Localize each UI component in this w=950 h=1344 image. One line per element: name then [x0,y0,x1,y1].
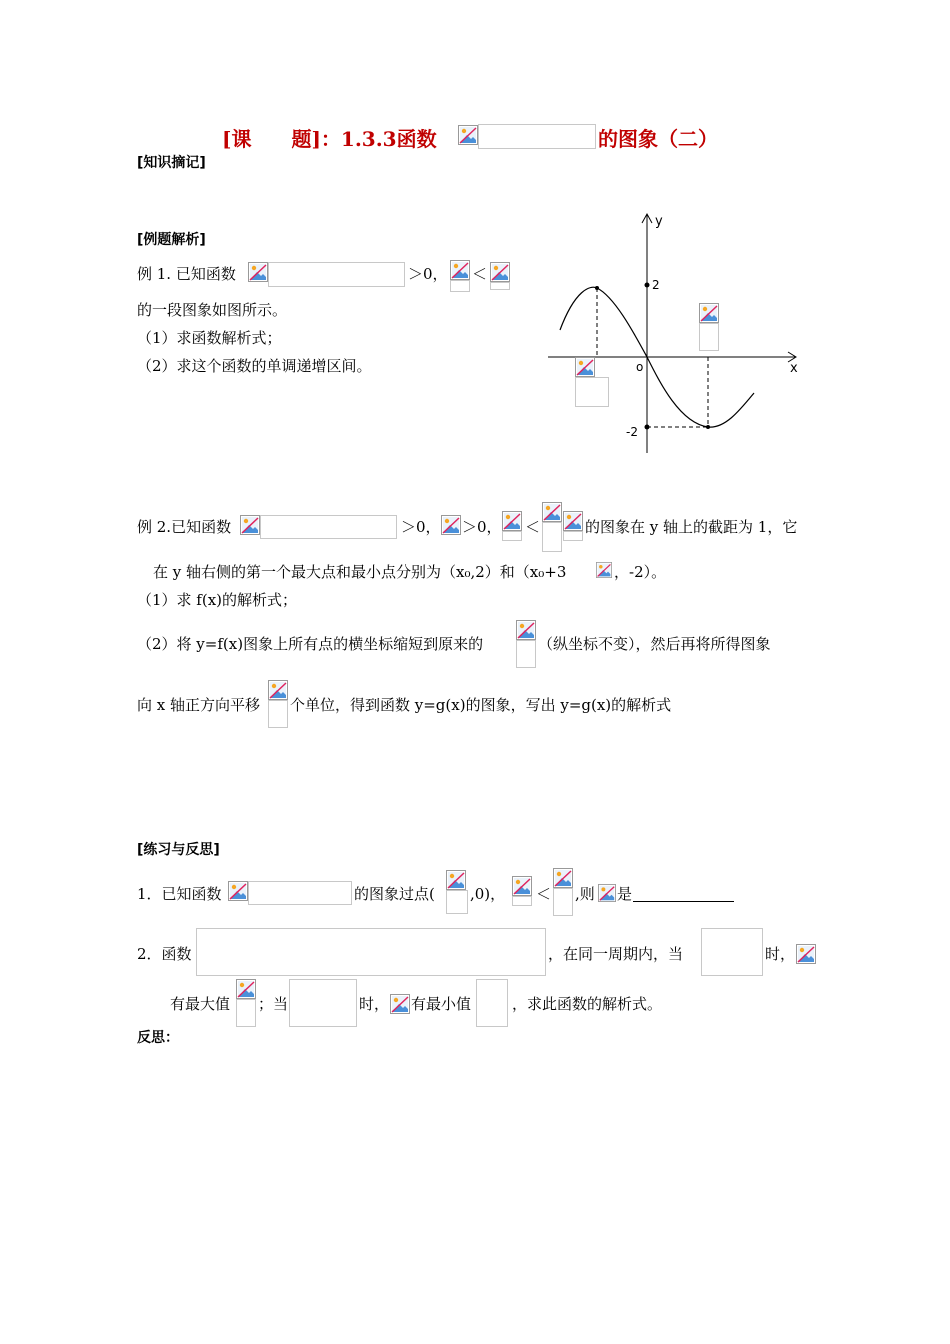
formula-placeholder [268,262,405,287]
origin-label: o [636,360,644,374]
y-axis [642,214,652,453]
formula-placeholder [268,700,288,728]
formula-image-icon [236,979,256,999]
practice2-b: ，在同一周期内，当 [548,945,684,963]
formula-image-icon [563,511,583,531]
formula-placeholder [260,515,397,539]
formula-image-icon [516,620,536,640]
formula-image-icon [240,515,260,535]
title-prefix: [课 题]：1.3.3函数 [222,127,437,151]
example1-line1-b: ＞0， [408,265,448,283]
practice1-a: 1．已知函数 [137,885,222,903]
formula-image-icon [553,868,573,888]
practice2-e: ；当 [258,995,289,1013]
title-suffix: 的图象（二） [598,127,718,151]
y-axis-label: y [655,214,663,229]
practice2-d: 有最大值 [170,995,231,1013]
formula-image-icon [268,680,288,700]
formula-placeholder [575,377,609,407]
example2-line1-a: 例 2.已知函数 [137,518,232,536]
formula-placeholder [248,881,352,905]
formula-image-icon [596,562,612,578]
practice1-e: ,则 [575,885,595,903]
formula-placeholder [478,124,596,149]
formula-image-icon [796,944,816,964]
practice2-f: 时， [359,995,390,1013]
x-axis-label: x [790,361,798,376]
formula-placeholder [563,531,583,541]
formula-image-icon [490,262,510,282]
formula-image-icon [575,357,595,377]
point-y-max [645,283,650,288]
formula-placeholder [196,928,546,976]
section-practice: [练习与反思] [137,842,220,858]
formula-image-icon [228,881,248,901]
formula-placeholder [450,280,470,292]
formula-image-icon [542,502,562,522]
formula-placeholder [699,323,719,351]
formula-image-icon [450,260,470,280]
example2-q2-a: （2）将 y=f(x)图象上所有点的横坐标缩短到原来的 [137,635,484,653]
example1-line2: 的一段图象如图所示。 [137,301,288,319]
example2-line1-d: ＜ [525,518,541,536]
formula-placeholder [476,979,508,1027]
practice1-c: ,0)， [470,885,506,903]
formula-placeholder [446,890,468,914]
formula-placeholder [701,928,763,976]
formula-image-icon [441,515,461,535]
point-min [706,425,710,429]
example2-q3-a: 向 x 轴正方向平移 [137,696,260,714]
formula-placeholder [502,531,522,541]
practice1-b: 的图象过点( [354,885,435,903]
point-max [595,286,599,290]
formula-image-icon [502,511,522,531]
formula-image-icon [598,884,616,902]
practice1-f: 是 [617,885,633,903]
section-examples: [例题解析] [137,232,206,248]
example2-line1-c: ＞0， [462,518,502,536]
practice1-d: ＜ [536,885,552,903]
formula-image-icon [390,994,410,1014]
formula-placeholder [553,888,573,916]
practice2-g: 有最小值 [411,995,472,1013]
formula-placeholder [512,896,532,906]
formula-placeholder [490,282,510,290]
y-max-label: 2 [652,278,660,292]
practice2-h: ，求此函数的解析式。 [512,995,663,1013]
example1-line1-c: ＜ [472,265,488,283]
example1-line1-a: 例 1. 已知函数 [137,265,236,283]
formula-placeholder [289,979,357,1027]
formula-image-icon [458,125,478,145]
example2-line1-e: 的图象在 y 轴上的截距为 1，它 [585,518,798,536]
example2-line2-b: ，-2）。 [614,563,667,581]
formula-placeholder [516,640,536,668]
example2-q2-b: （纵坐标不变），然后再将所得图象 [538,635,771,653]
formula-image-icon [512,876,532,896]
page-title [222,126,437,152]
example2-line1-b: ＞0， [401,518,441,536]
formula-placeholder [542,522,562,552]
y-min-label: -2 [626,425,638,439]
example2-line2-a: 在 y 轴右侧的第一个最大点和最小点分别为（x₀,2）和（x₀+3 [153,563,567,581]
example1-q2: （2）求这个函数的单调递增区间。 [137,357,372,375]
example2-q1: （1）求 f(x)的解析式； [137,591,298,609]
formula-image-icon [446,870,466,890]
formula-image-icon [699,303,719,323]
formula-placeholder [236,999,256,1027]
practice2-c: 时， [765,945,796,963]
answer-blank [633,901,734,902]
sine-graph [540,205,810,460]
example1-q1: （1）求函数解析式； [137,329,282,347]
practice2-a: 2．函数 [137,945,192,963]
section-knowledge: [知识摘记] [137,155,206,171]
point-y-min [645,425,650,430]
section-reflection: 反思： [137,1030,179,1046]
formula-image-icon [248,262,268,282]
example2-q3-b: 个单位，得到函数 y=g(x)的图象，写出 y=g(x)的解析式 [290,696,672,714]
